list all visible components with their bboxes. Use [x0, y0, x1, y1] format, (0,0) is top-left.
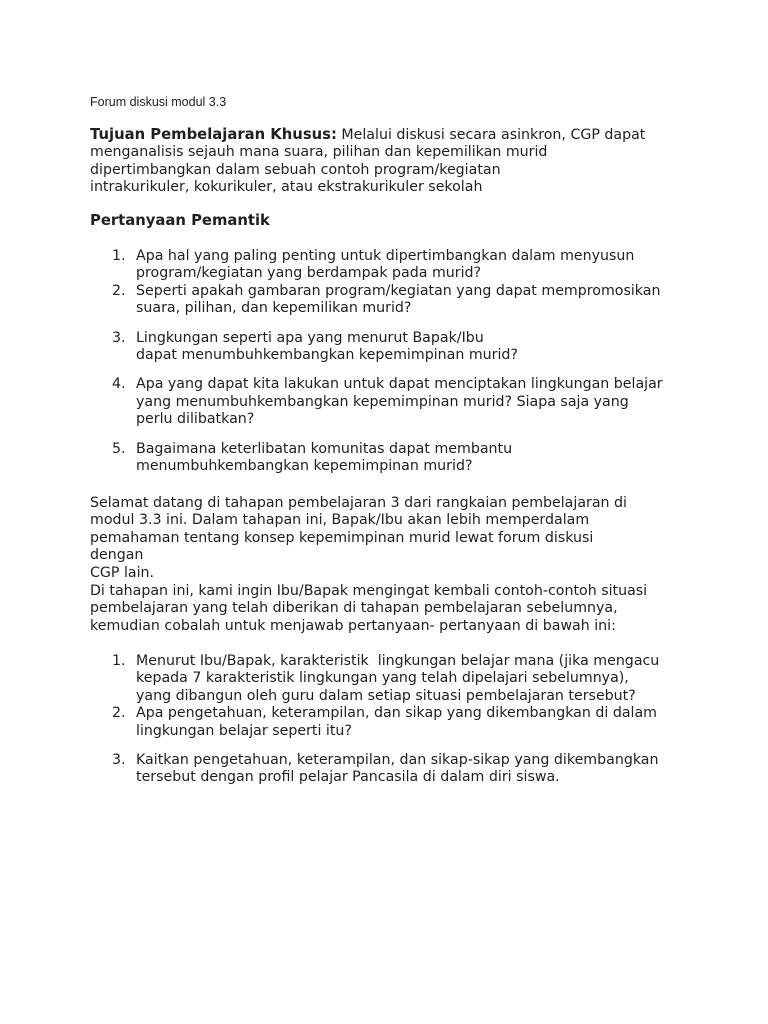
paragraph-line: CGP lain. — [90, 564, 155, 581]
list-item — [90, 705, 681, 740]
list-item-number: 5. — [112, 440, 126, 457]
list-item-line: Apa pengetahuan, keterampilan, dan sikap yang dikembangkan di dalam — [136, 705, 657, 722]
paragraph-line: Selamat datang di tahapan pembelajaran 3 dari rangkaian pembelajaran di — [90, 495, 627, 511]
discussion-questions-list — [90, 653, 681, 787]
instruction-paragraph — [90, 583, 650, 635]
list-item-line: Bagaimana keterlibatan komunitas dapat membantu — [136, 440, 513, 457]
learning-goal — [90, 126, 665, 197]
list-item-number: 2. — [112, 705, 126, 722]
list-item-line: menumbuhkembangkan kepemimpinan murid? — [136, 458, 473, 475]
list-item-line: Seperti apakah gambaran program/kegiatan yang dapat mempromosikan — [136, 282, 661, 299]
paragraph-line: Di tahapan ini, kami ingin Ibu/Bapak mengingat kembali contoh-contoh situasi — [90, 583, 648, 599]
learning-goal-line: Melalui diskusi secara asinkron, CGP dapat — [336, 127, 646, 143]
list-item-number: 4. — [112, 376, 126, 393]
list-item-number: 2. — [112, 282, 126, 299]
list-item-line: Apa yang dapat kita lakukan untuk dapat menciptakan lingkungan belajar — [136, 376, 663, 393]
list-item-line: dapat menumbuhkembangkan kepemimpinan murid? — [136, 347, 518, 364]
list-item-line: Lingkungan seperti apa yang menurut Bapak/Ibu — [136, 329, 484, 346]
paragraph-line: pembelajaran yang telah diberikan di tahapan pembelajaran sebelumnya, — [90, 600, 618, 617]
list-item-line: program/kegiatan yang berdampak pada murid? — [136, 265, 482, 282]
list-item — [90, 330, 676, 365]
list-item-line: kepada 7 karakteristik lingkungan yang telah dipelajari sebelumnya), — [136, 670, 629, 687]
list-item-number: 3. — [112, 329, 126, 346]
list-item-line: perlu dilibatkan? — [136, 411, 255, 428]
document-title: Forum diskusi modul 3.3 — [90, 95, 227, 109]
paragraph-line: modul 3.3 ini. Dalam tahapan ini, Bapak/Ibu akan lebih memperdalam — [90, 512, 590, 529]
list-item-line: lingkungan belajar seperti itu? — [136, 722, 352, 739]
list-item-line: Kaitkan pengetahuan, keterampilan, dan sikap-sikap yang dikembangkan — [136, 752, 659, 769]
list-item-number: 3. — [112, 752, 126, 769]
list-item-number: 1. — [112, 248, 126, 264]
paragraph-line: pemahaman tentang konsep kepemimpinan murid lewat forum diskusi dengan — [90, 529, 594, 564]
list-item-line: yang dibangun oleh guru dalam setiap situasi pembelajaran tersebut? — [136, 687, 636, 704]
list-item-line: suara, pilihan, dan kepemilikan murid? — [136, 300, 412, 317]
list-item — [90, 441, 676, 476]
learning-goal-line: menganalisis sejauh mana suara, pilihan dan kepemilikan murid — [90, 144, 548, 161]
learning-goal-line: dipertimbangkan dalam sebuah contoh program/kegiatan — [90, 161, 501, 178]
trigger-questions-list — [90, 248, 676, 475]
list-item — [90, 248, 676, 283]
paragraph-line: kemudian cobalah untuk menjawab pertanyaan- pertanyaan di bawah ini: — [90, 617, 616, 634]
trigger-questions-heading: Pertanyaan Pemantik — [90, 212, 270, 229]
list-item-line: yang menumbuhkembangkan kepemimpinan murid? Siapa saja yang — [136, 393, 629, 410]
list-item-line: Menurut Ibu/Bapak, karakteristik lingkungan belajar mana (jika mengacu — [136, 653, 660, 669]
list-item — [90, 283, 676, 318]
learning-goal-line: intrakurikuler, kokurikuler, atau ekstrakurikuler sekolah — [90, 179, 483, 196]
list-item-line: Apa hal yang paling penting untuk dipertimbangkan dalam menyusun — [136, 248, 635, 264]
list-item — [90, 376, 676, 428]
intro-paragraph — [90, 495, 650, 582]
list-item — [90, 752, 681, 787]
learning-goal-label: Tujuan Pembelajaran Khusus: — [90, 126, 337, 143]
list-item — [90, 653, 681, 705]
list-item-line: tersebut dengan profil pelajar Pancasila di dalam diri siswa. — [136, 769, 560, 786]
list-item-number: 1. — [112, 653, 126, 669]
